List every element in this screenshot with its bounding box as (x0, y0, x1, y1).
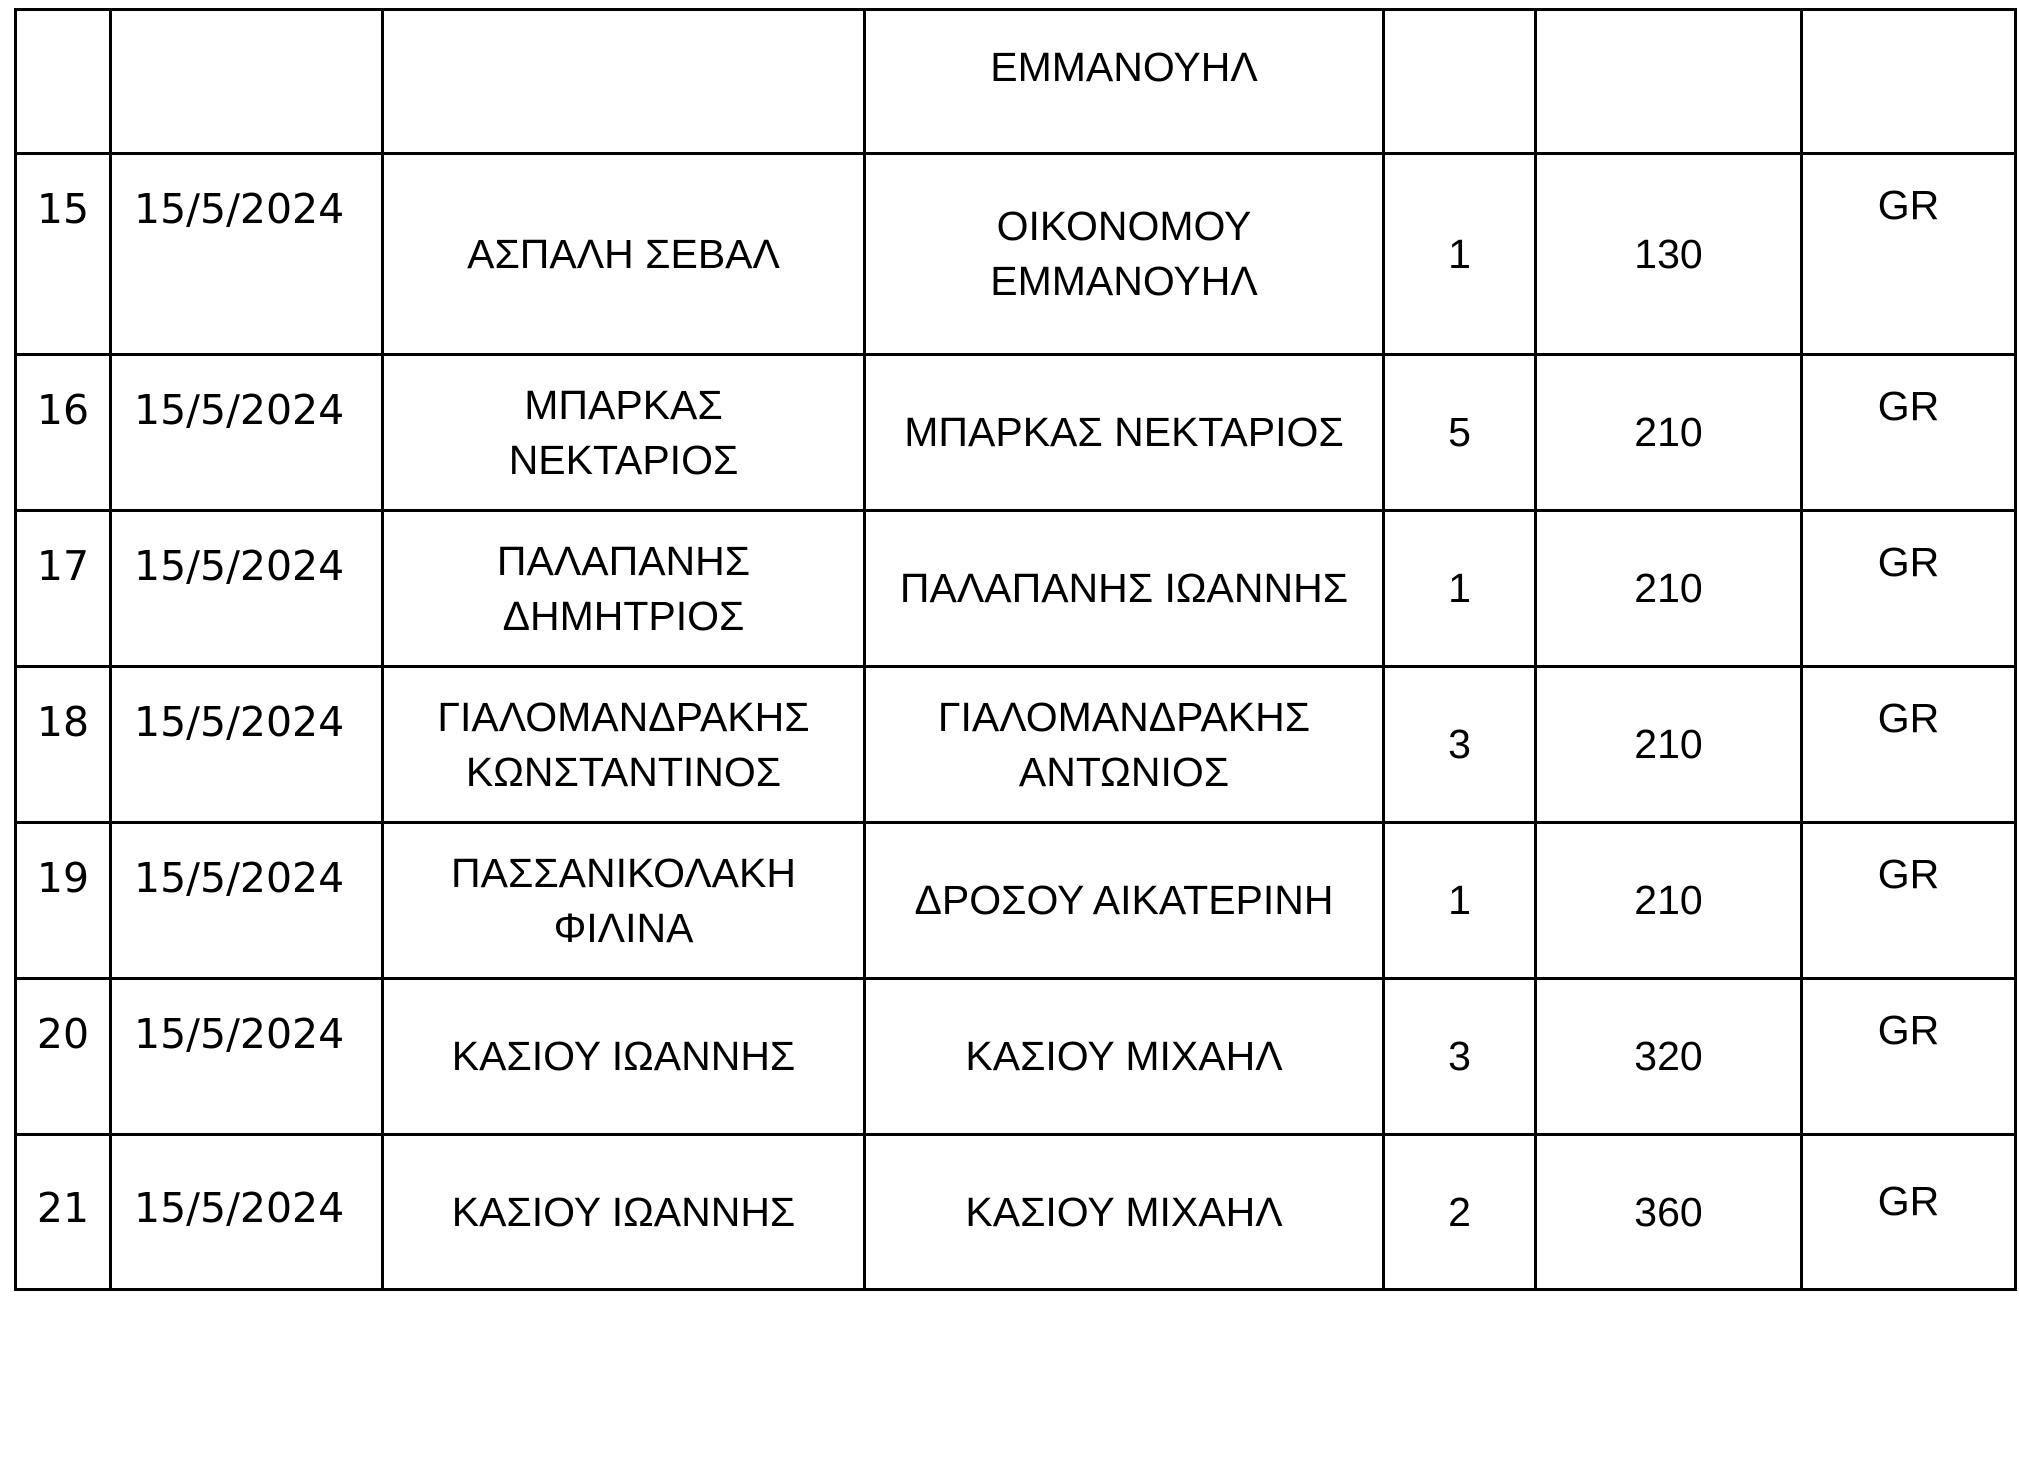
cell-quantity (1384, 823, 1536, 979)
row-number: 15 (36, 185, 90, 233)
table-row (16, 667, 2016, 823)
cell-code (1802, 10, 2016, 154)
cell-name-b (865, 1135, 1384, 1290)
row-quantity: 5 (1448, 409, 1471, 455)
cell-number (16, 355, 111, 511)
cell-name-a (383, 1135, 865, 1290)
row-number: 18 (36, 698, 90, 746)
row-date: 15/5/2024 (134, 1184, 345, 1232)
table-row-continuation (16, 10, 2016, 154)
row-value: 210 (1634, 877, 1703, 923)
cell-quantity (1384, 511, 1536, 667)
cell-quantity (1384, 154, 1536, 355)
cell-name-b (865, 823, 1384, 979)
cell-name-a (383, 823, 865, 979)
row-quantity: 1 (1448, 565, 1471, 611)
name-b-line: ΠΑΛΑΠΑΝΗΣ ΙΩΑΝΝΗΣ (899, 565, 1349, 611)
row-value: 210 (1634, 721, 1703, 767)
cell-number (16, 511, 111, 667)
cell-name-b (865, 154, 1384, 355)
cell-quantity (1384, 10, 1536, 154)
row-code: GR (1877, 851, 1940, 897)
name-a-line: ΠΑΛΑΠΑΝΗΣ (496, 537, 751, 584)
cell-quantity (1384, 1135, 1536, 1290)
name-a-line: ΚΑΣΙΟΥ ΙΩΑΝΝΗΣ (451, 1033, 796, 1079)
cell-number (16, 154, 111, 355)
cell-number (16, 10, 111, 154)
cell-name-b (865, 667, 1384, 823)
cell-date (111, 511, 383, 667)
name-a-line: ΓΙΑΛΟΜΑΝΔΡΑΚΗΣ (437, 693, 810, 740)
row-date: 15/5/2024 (134, 854, 345, 902)
cell-value (1536, 667, 1802, 823)
cell-date (111, 667, 383, 823)
table-body (16, 10, 2016, 1290)
table-row (16, 1135, 2016, 1290)
row-number: 19 (36, 854, 90, 902)
row-quantity: 1 (1448, 877, 1471, 923)
cell-value (1536, 355, 1802, 511)
row-value: 360 (1634, 1188, 1703, 1235)
name-a-line: ΜΠΑΡΚΑΣ (524, 381, 723, 428)
cell-date (111, 979, 383, 1135)
cell-value (1536, 10, 1802, 154)
row-code: GR (1877, 182, 1940, 228)
cell-number (16, 1135, 111, 1290)
records-table (14, 8, 2017, 1291)
table-row (16, 979, 2016, 1135)
table-row (16, 511, 2016, 667)
cell-code (1802, 355, 2016, 511)
row-code: GR (1877, 383, 1940, 429)
cell-code (1802, 511, 2016, 667)
name-a-line: ΠΑΣΣΑΝΙΚΟΛΑΚΗ (451, 849, 796, 896)
name-a-line: ΦΙΛΙΝΑ (553, 904, 694, 951)
row-number: 17 (36, 542, 90, 590)
row-number: 20 (36, 1010, 90, 1058)
row-date: 15/5/2024 (134, 185, 345, 233)
row-value: 210 (1634, 565, 1703, 611)
row-quantity: 3 (1448, 1033, 1471, 1079)
cell-date (111, 355, 383, 511)
cell-quantity (1384, 667, 1536, 823)
cell-quantity (1384, 355, 1536, 511)
cell-name-b (865, 355, 1384, 511)
cell-value (1536, 154, 1802, 355)
table-row (16, 823, 2016, 979)
table-row (16, 154, 2016, 355)
name-a-line: ΔΗΜΗΤΡΙΟΣ (502, 592, 745, 639)
row-code: GR (1877, 539, 1940, 585)
name-b-line: ΑΝΤΩΝΙΟΣ (1018, 748, 1230, 795)
row-date: 15/5/2024 (134, 542, 345, 590)
cell-value (1536, 1135, 1802, 1290)
name-b-line: ΜΠΑΡΚΑΣ ΝΕΚΤΑΡΙΟΣ (904, 409, 1344, 455)
row-value: 130 (1634, 230, 1703, 277)
row-number: 21 (36, 1184, 90, 1232)
row-code: GR (1877, 695, 1940, 741)
cell-code (1802, 667, 2016, 823)
name-b-line: ΟΙΚΟΝΟΜΟΥ (996, 203, 1252, 249)
name-b-line: ΓΙΑΛΟΜΑΝΔΡΑΚΗΣ (937, 693, 1311, 740)
cell-number (16, 823, 111, 979)
row-date: 15/5/2024 (134, 386, 345, 434)
name-b-line: ΚΑΣΙΟΥ ΜΙΧΑΗΛ (965, 1033, 1283, 1079)
name-a-line: ΑΣΠΑΛΗ ΣΕΒΑΛ (467, 230, 780, 277)
row-quantity: 2 (1448, 1188, 1471, 1235)
row-code: GR (1877, 1007, 1940, 1053)
cell-name-a (383, 10, 865, 154)
cell-date (111, 154, 383, 355)
cell-value (1536, 511, 1802, 667)
cell-name-a (383, 667, 865, 823)
cell-number (16, 979, 111, 1135)
cell-quantity (1384, 979, 1536, 1135)
cell-name-a (383, 355, 865, 511)
row-quantity: 1 (1448, 230, 1471, 277)
name-a-line: ΚΑΣΙΟΥ ΙΩΑΝΝΗΣ (451, 1188, 796, 1235)
cell-date (111, 1135, 383, 1290)
row-date: 15/5/2024 (134, 1010, 345, 1058)
cell-name-b (865, 979, 1384, 1135)
name-a-line: ΚΩΝΣΤΑΝΤΙΝΟΣ (465, 748, 782, 795)
cell-name-a (383, 154, 865, 355)
cell-date (111, 10, 383, 154)
cell-code (1802, 979, 2016, 1135)
name-a-line: ΝΕΚΤΑΡΙΟΣ (508, 436, 739, 483)
cell-code (1802, 154, 2016, 355)
cell-value (1536, 823, 1802, 979)
row-value: 210 (1634, 409, 1703, 455)
row-quantity: 3 (1448, 721, 1471, 767)
cell-code (1802, 823, 2016, 979)
cell-date (111, 823, 383, 979)
cell-name-a (383, 511, 865, 667)
cell-name-b (865, 10, 1384, 154)
row-number: 16 (36, 386, 90, 434)
name-b-line: ΕΜΜΑΝΟΥΗΛ (990, 258, 1258, 304)
row-code: GR (1877, 1178, 1940, 1224)
continued-name-text: ΕΜΜΑΝΟΥΗΛ (990, 44, 1258, 90)
row-date: 15/5/2024 (134, 698, 345, 746)
name-b-line: ΔΡΟΣΟΥ ΑΙΚΑΤΕΡΙΝΗ (914, 877, 1334, 923)
cell-code (1802, 1135, 2016, 1290)
cell-number (16, 667, 111, 823)
row-value: 320 (1634, 1033, 1703, 1079)
name-b-line: ΚΑΣΙΟΥ ΜΙΧΑΗΛ (965, 1188, 1283, 1235)
table-row (16, 355, 2016, 511)
cell-name-b (865, 511, 1384, 667)
cell-value (1536, 979, 1802, 1135)
cell-name-a (383, 979, 865, 1135)
